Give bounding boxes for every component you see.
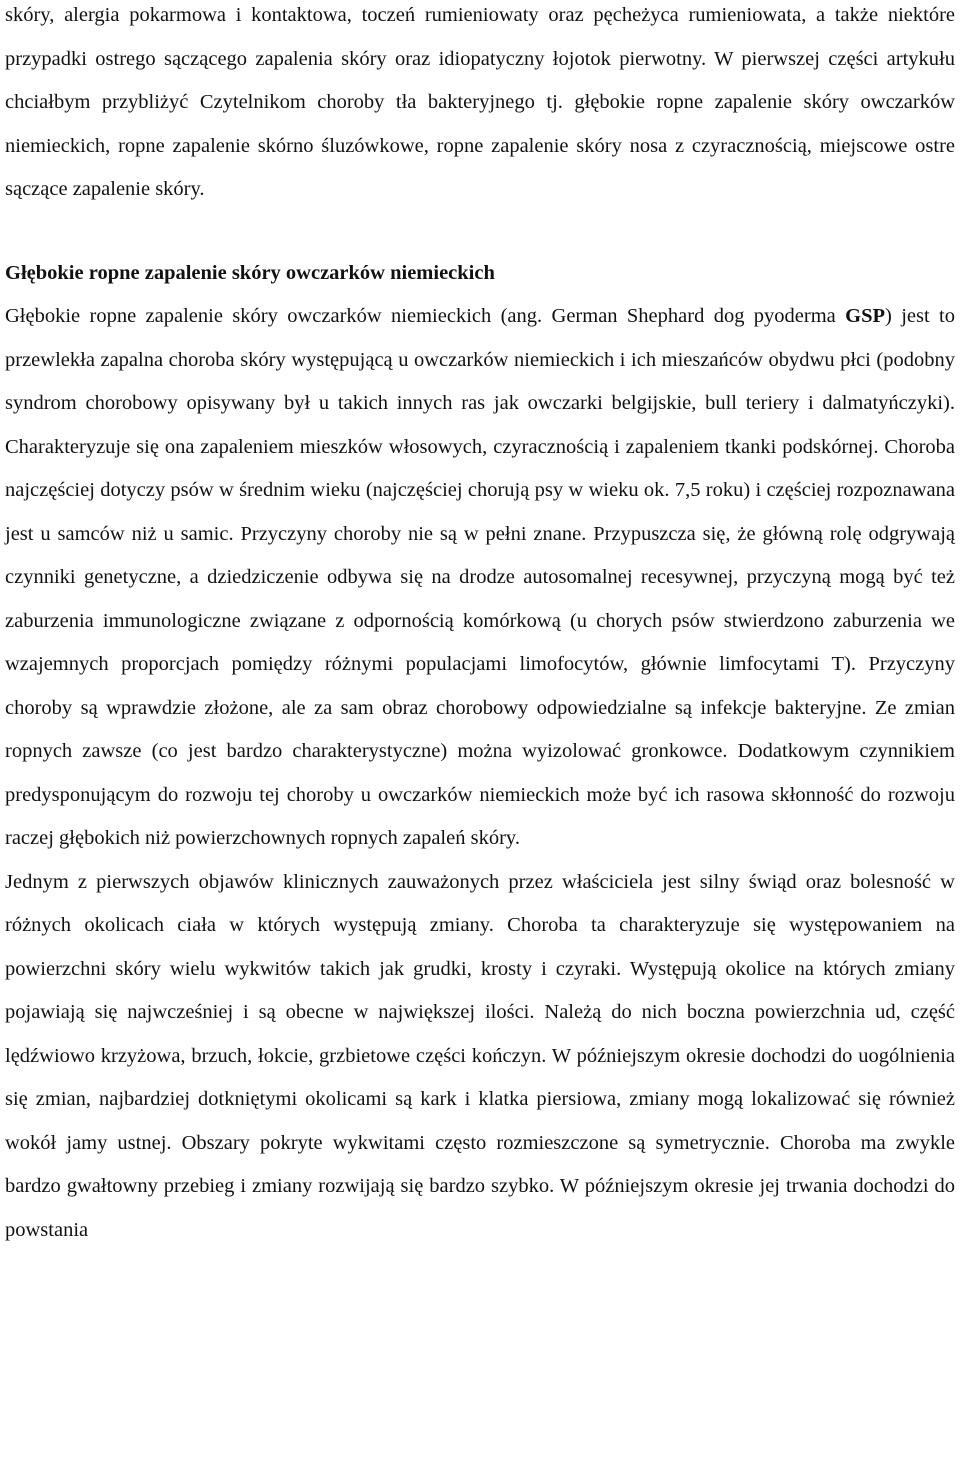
section-heading: Głębokie ropne zapalenie skóry owczarków niemieckich [5, 261, 495, 284]
section-paragraph-1 [5, 295, 955, 861]
paragraph-text-rest: ) jest to przewlekła zapalna choroba skóry występującą u owczarków niemieckich i ich mieszańców obydwu płci (podobny syndrom chorobowy opisywany był u takich innych ras jak owczarki belgijskie, bull teriery i dalmatyńczyki). Charakteryzuje się ona zapaleniem mieszków włosowych, czyracznością i zapaleniem tkanki podskórnej. Choroba najczęściej dotyczy psów w średnim wieku (najczęściej chorują psy w wieku ok. 7,5 roku) i częściej rozpoznawana jest u samców niż u samic. Przyczyny choroby nie są w pełni znane. Przypuszcza się, że główną rolę odgrywają czynniki genetyczne, a dziedziczenie odbywa się na drodze autosomalnej recesywnej, przyczyną mogą być też zaburzenia immunologiczne związane z odpornością komórkową (u chorych psów stwierdzono zaburzenia we wzajemnych proporcjach pomiędzy różnymi populacjami limofocytów, głównie limfocytami T). Przyczyny choroby są wprawdzie złożone, ale za sam obraz chorobowy odpowiedzialne są infekcje bakteryjne. Ze zmian ropnych zawsze (co jest bardzo charakterystyczne) można wyizolować gronkowce. Dodatkowym czynnikiem predysponującym do rozwoju tej choroby u owczarków niemieckich może być ich rasowa skłonność do rozwoju raczej głębokich niż powierzchownych ropnych zapaleń skóry. [5, 305, 955, 849]
abbreviation-gsp: GSP [845, 305, 886, 327]
intro-paragraph: skóry, alergia pokarmowa i kontaktowa, toczeń rumieniowaty oraz pęcheżyca rumieniowata, a także niektóre przypadki ostrego sączącego zapalenia skóry oraz idiopatyczny łojotok pierwotny. W pierwszej części artykułu chciałbym przybliżyć Czytelnikom choroby tła bakteryjnego tj. głębokie ropne zapalenie skóry owczarków niemieckich, ropne zapalenie skórno śluzówkowe, ropne zapalenie skóry nosa z czyracznością, miejscowe ostre sączące zapalenie skóry. [5, 4, 955, 200]
paragraph-text-start: Głębokie ropne zapalenie skóry owczarków niemieckich (ang. German Shephard dog pyoderma [5, 305, 846, 327]
document-page [5, 0, 955, 1252]
section-paragraph-2: Jednym z pierwszych objawów klinicznych zauważonych przez właściciela jest silny świąd oraz bolesność w różnych okolicach ciała w których występują zmiany. Choroba ta charakteryzuje się występowaniem na powierzchni skóry wielu wykwitów takich jak grudki, krosty i czyraki. Występują okolice na których zmiany pojawiają się najwcześniej i są obecne w największej ilości. Należą do nich boczna powierzchnia ud, część lędźwiowo krzyżowa, brzuch, łokcie, grzbietowe części kończyn. W późniejszym okresie dochodzi do uogólnienia się zmian, najbardziej dotkniętymi okolicami są kark i klatka piersiowa, zmiany mogą lokalizować się również wokół jamy ustnej. Obszary pokryte wykwitami często rozmieszczone są symetrycznie. Choroba ma zwykle bardzo gwałtowny przebieg i zmiany rozwijają się bardzo szybko. W późniejszym okresie jej trwania dochodzi do powstania [5, 870, 955, 1241]
